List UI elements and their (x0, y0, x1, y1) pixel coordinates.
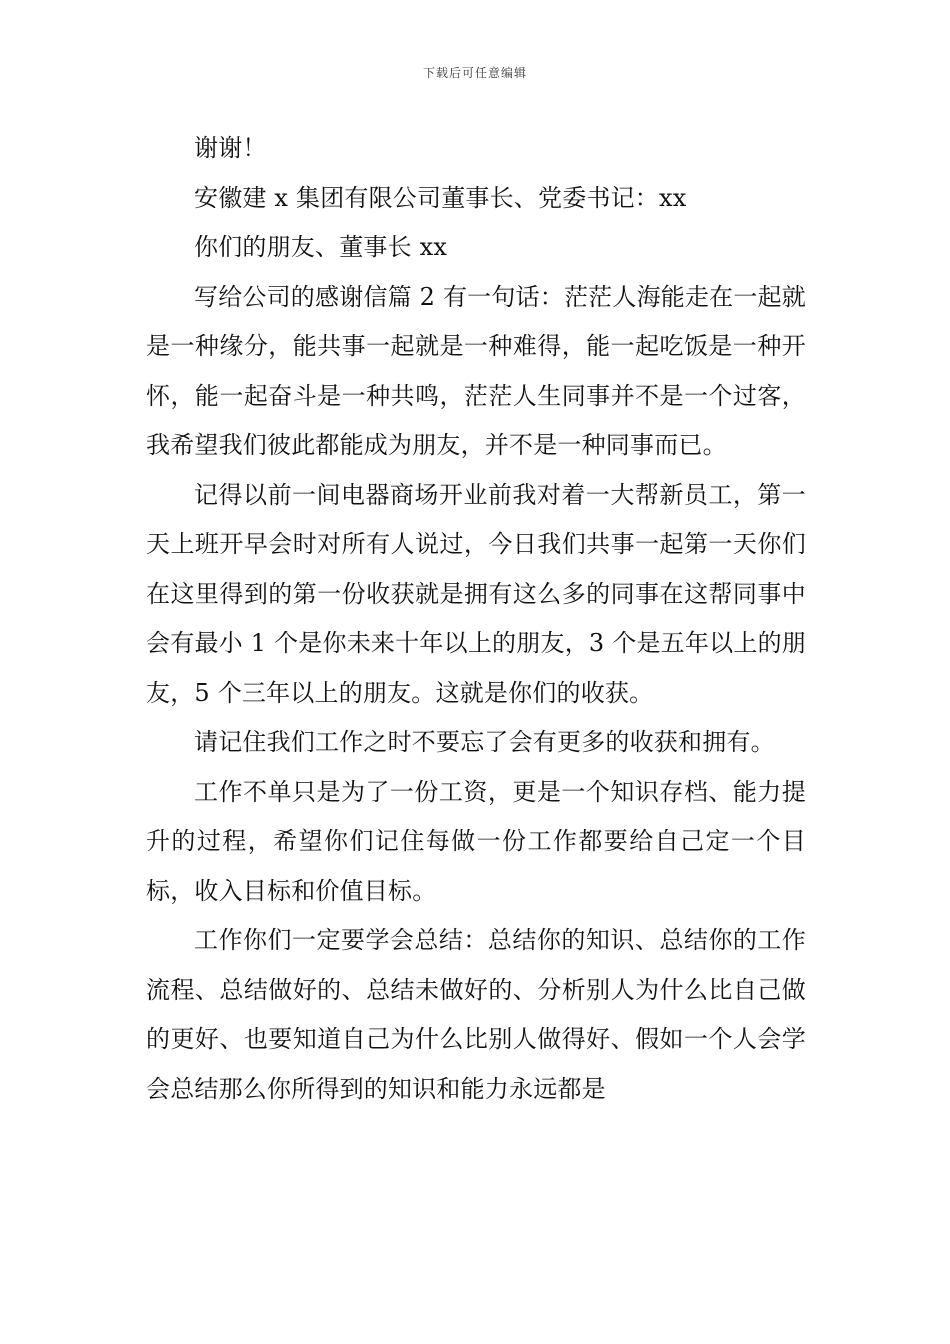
page-header-note: 下载后可任意编辑 (422, 66, 527, 80)
paragraph-signature-title: 安徽建 x 集团有限公司董事长、党委书记：xx (194, 183, 687, 212)
paragraph-signature-friend: 你们的朋友、董事长 xx (194, 233, 448, 261)
paragraph-thanks: 谢谢！ (194, 134, 267, 162)
paragraph-summary: 工作你们一定要学会总结：总结你的知识、总结你的工作流程、总结做好的、总结未做好的、分析别人为什么比自己做的更好、也要知道自己为什么比别人做得好、假如一个人会学会总结那么你所得到的知识和能力永远都是 (146, 926, 806, 1103)
paragraph-work-goal: 工作不单只是为了一份工资，更是一个知识存档、能力提升的过程，希望你们记住每做一份工作都要给自己定一个目标，收入目标和价值目标。 (146, 777, 806, 905)
paragraph-remember: 请记住我们工作之时不要忘了会有更多的收获和拥有。 (194, 728, 775, 756)
paragraph-letter-2-intro: 写给公司的感谢信篇 2 有一句话：茫茫人海能走在一起就是一种缘分，能共事一起就是一种难得，能一起吃饭是一种开怀，能一起奋斗是一种共鸣，茫茫人生同事并不是一个过客，我希望我们彼此都能成为朋友，并不是一种同事而已。 (146, 282, 806, 459)
document-body (146, 124, 806, 1114)
paragraph-memory: 记得以前一间电器商场开业前我对着一大帮新员工，第一天上班开早会时对所有人说过，今日我们共事一起第一天你们在这里得到的第一份收获就是拥有这么多的同事在这帮同事中会有最小 1 个是你未来十年以上的朋友，3 个是五年以上的朋友，5 个三年以上的朋友。这就是你们的收获。 (146, 480, 806, 707)
